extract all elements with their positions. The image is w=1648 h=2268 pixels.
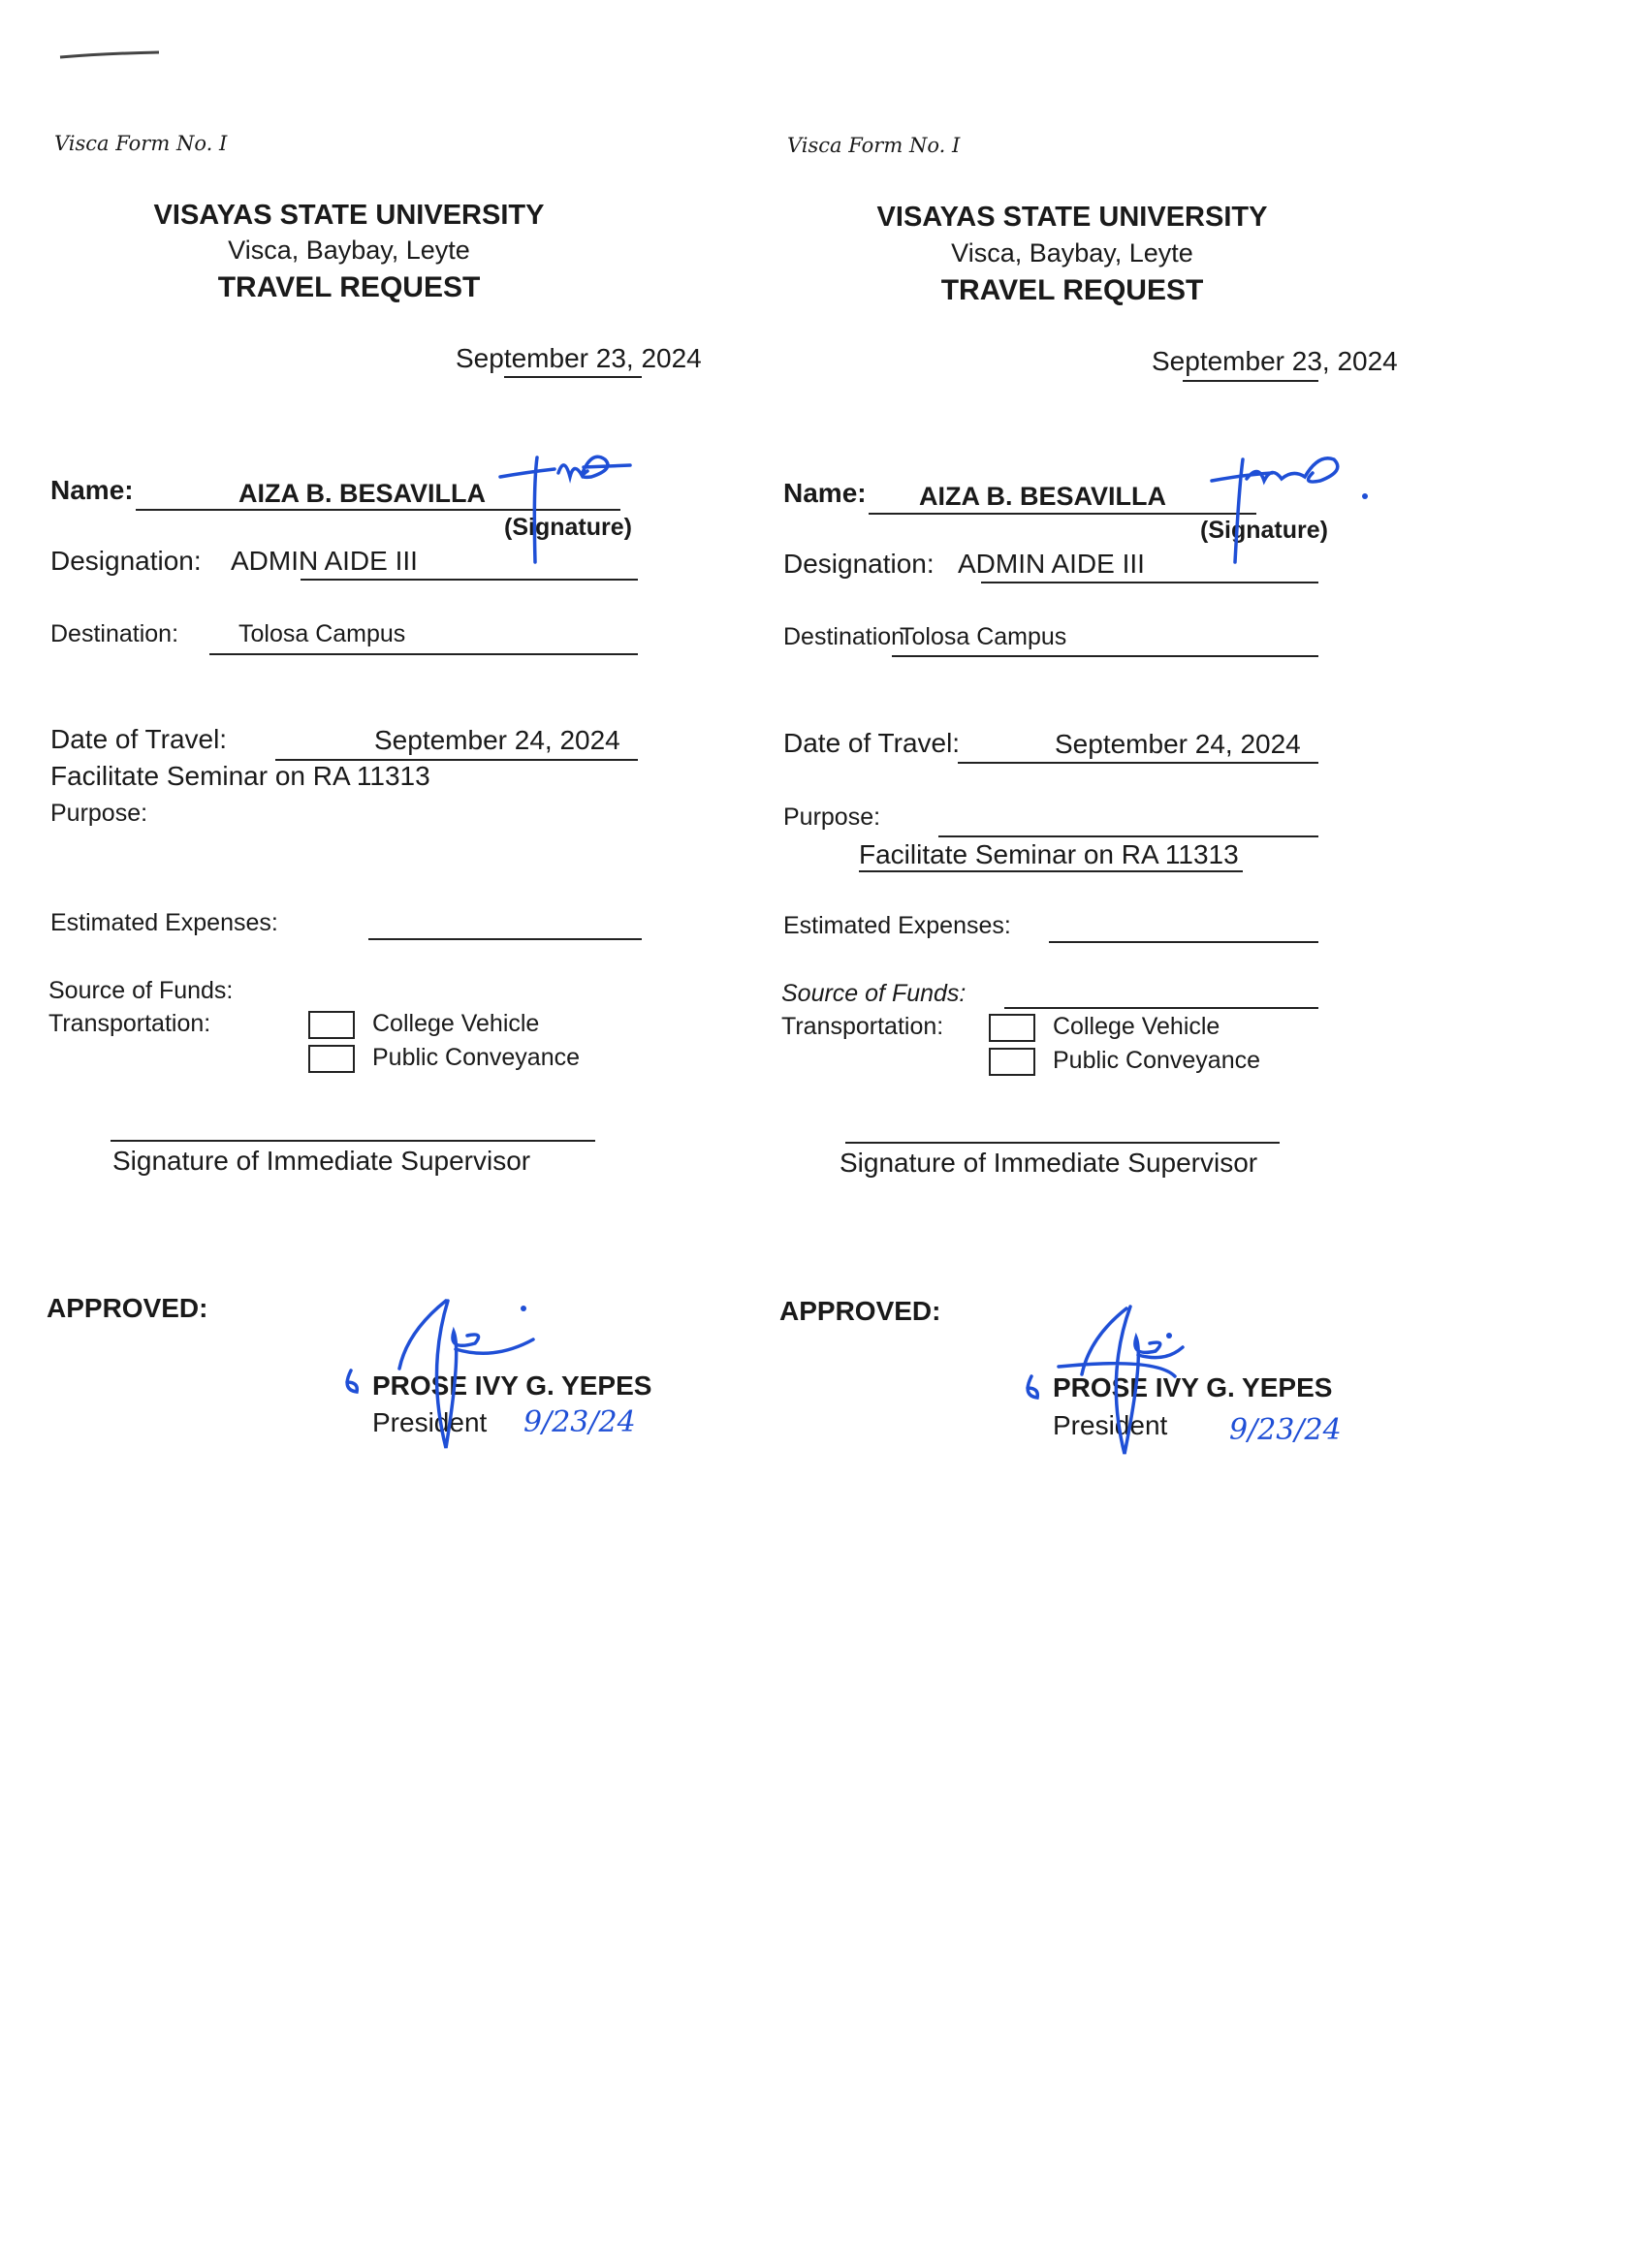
supervisor-signature-line[interactable]	[845, 1142, 1280, 1144]
name-label: Name:	[783, 478, 867, 508]
approver-name: PROSE IVY G. YEPES	[372, 1370, 652, 1401]
designation-label: Designation:	[50, 546, 202, 576]
university-name: VISAYAS STATE UNIVERSITY	[153, 200, 545, 231]
purpose-label: Purpose:	[783, 803, 881, 831]
purpose-value: Facilitate Seminar on RA 11313	[859, 839, 1239, 869]
date-of-travel-label: Date of Travel:	[50, 724, 228, 754]
transportation-label: Transportation:	[781, 1013, 944, 1040]
date-of-travel-value: September 24, 2024	[374, 725, 620, 755]
form-title: TRAVEL REQUEST	[940, 274, 1204, 306]
name-value: AIZA B. BESAVILLA	[238, 479, 486, 508]
form-title: TRAVEL REQUEST	[217, 271, 481, 303]
name-value: AIZA B. BESAVILLA	[919, 482, 1166, 511]
designation-label: Designation:	[783, 549, 935, 579]
public-conveyance-checkbox[interactable]	[308, 1045, 355, 1073]
date-underline	[504, 376, 642, 378]
destination-label: Destination:	[50, 620, 179, 647]
purpose-value: Facilitate Seminar on RA 11313	[50, 761, 430, 791]
college-vehicle-checkbox[interactable]	[308, 1011, 355, 1039]
date-of-travel-line[interactable]	[958, 762, 1318, 764]
approver-title: President	[1053, 1410, 1168, 1440]
college-vehicle-label: College Vehicle	[372, 1010, 540, 1037]
approver-name: PROSE IVY G. YEPES	[1053, 1372, 1333, 1402]
date-of-travel-value: September 24, 2024	[1055, 729, 1301, 759]
name-label: Name:	[50, 475, 134, 505]
source-of-funds-line[interactable]	[1004, 1007, 1318, 1009]
approved-label: APPROVED:	[47, 1293, 208, 1323]
college-vehicle-label: College Vehicle	[1053, 1013, 1220, 1040]
designation-value: ADMIN AIDE III	[958, 549, 1145, 579]
approved-label: APPROVED:	[779, 1296, 941, 1326]
purpose-label: Purpose:	[50, 800, 148, 827]
destination-label: Destination	[783, 623, 905, 650]
form-number: Visca Form No. I	[787, 134, 961, 157]
travel-request-form-right	[729, 0, 1466, 1551]
approval-date: 9/23/24	[1229, 1413, 1342, 1447]
purpose-value-underline	[859, 870, 1243, 872]
public-conveyance-label: Public Conveyance	[372, 1044, 581, 1071]
public-conveyance-label: Public Conveyance	[1053, 1047, 1261, 1074]
university-address: Visca, Baybay, Leyte	[228, 236, 470, 265]
date-underline	[1183, 380, 1318, 382]
employee-signature-icon	[494, 448, 640, 566]
destination-line[interactable]	[209, 653, 638, 655]
employee-signature-icon	[1204, 450, 1379, 566]
destination-line[interactable]	[892, 655, 1318, 657]
estimated-expenses-line[interactable]	[368, 938, 642, 940]
approver-title: President	[372, 1407, 488, 1437]
supervisor-label: Signature of Immediate Supervisor	[840, 1148, 1258, 1178]
destination-value: Tolosa Campus	[900, 623, 1067, 650]
designation-line[interactable]	[301, 579, 638, 581]
source-of-funds-label: Source of Funds:	[781, 980, 967, 1007]
supervisor-label: Signature of Immediate Supervisor	[112, 1146, 531, 1176]
date-of-travel-label: Date of Travel:	[783, 728, 961, 758]
university-name: VISAYAS STATE UNIVERSITY	[876, 202, 1268, 233]
public-conveyance-checkbox[interactable]	[989, 1048, 1035, 1076]
designation-value: ADMIN AIDE III	[231, 546, 418, 576]
supervisor-signature-line[interactable]	[111, 1140, 595, 1142]
transportation-label: Transportation:	[48, 1010, 211, 1037]
signature-label: (Signature)	[1200, 517, 1328, 544]
approval-date: 9/23/24	[523, 1405, 636, 1439]
destination-value: Tolosa Campus	[238, 620, 406, 647]
request-date: September 23, 2024	[1152, 346, 1398, 376]
estimated-expenses-line[interactable]	[1049, 941, 1318, 943]
source-of-funds-label: Source of Funds:	[48, 977, 234, 1004]
name-line[interactable]	[869, 513, 1256, 515]
purpose-line[interactable]	[938, 835, 1318, 837]
estimated-expenses-label: Estimated Expenses:	[50, 909, 278, 936]
designation-line[interactable]	[981, 582, 1318, 583]
college-vehicle-checkbox[interactable]	[989, 1014, 1035, 1042]
travel-request-form-left	[0, 0, 737, 1551]
request-date: September 23, 2024	[456, 343, 702, 373]
university-address: Visca, Baybay, Leyte	[951, 238, 1193, 268]
estimated-expenses-label: Estimated Expenses:	[783, 912, 1011, 939]
signature-label: (Signature)	[504, 514, 632, 541]
form-number: Visca Form No. I	[54, 132, 228, 155]
